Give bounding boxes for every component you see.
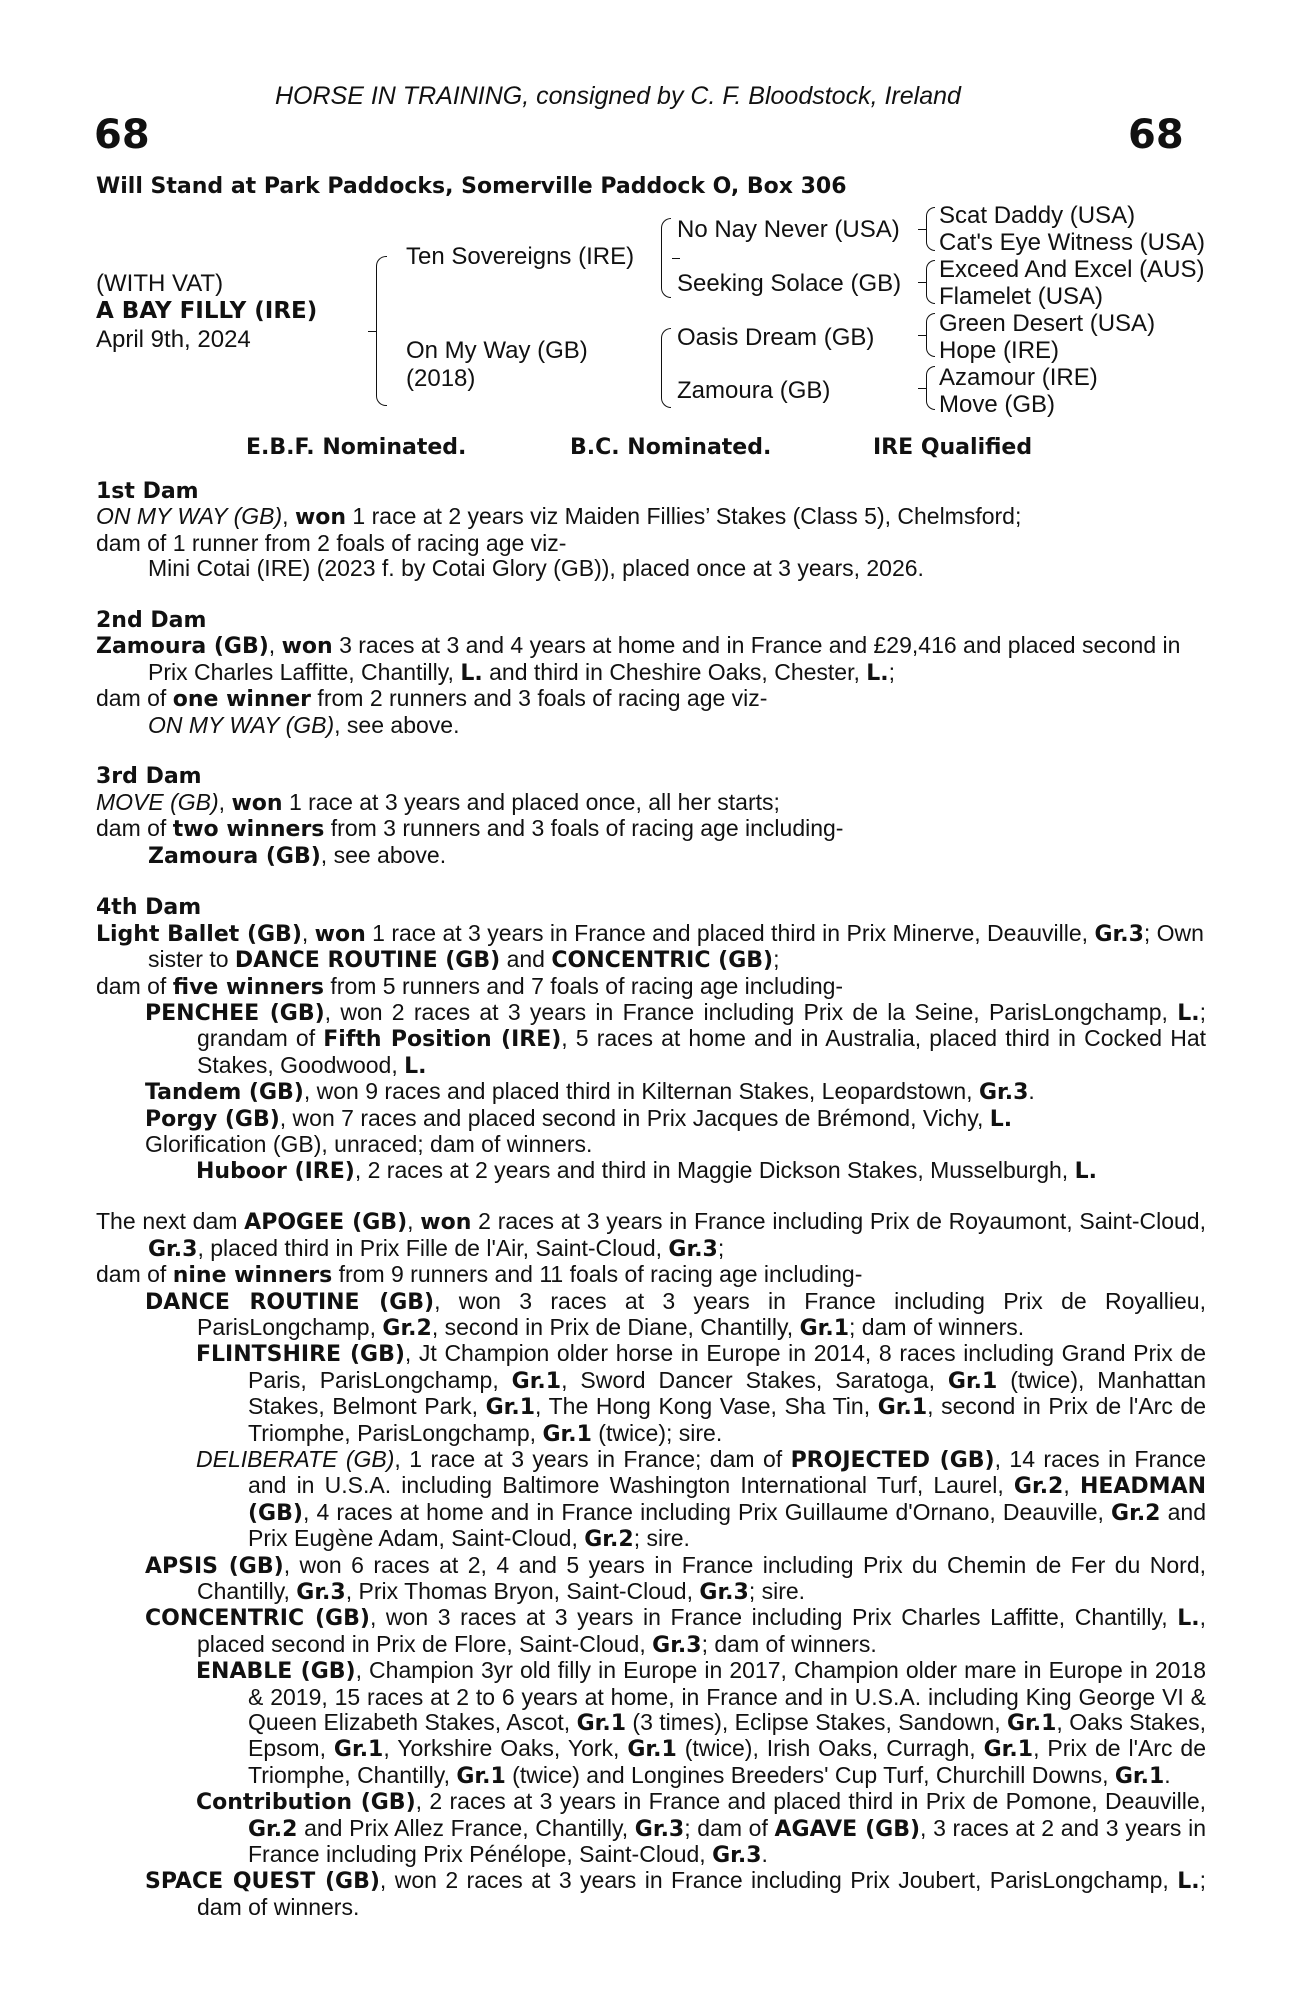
foaling-date: April 9th, 2024: [96, 326, 251, 353]
horse-name: A BAY FILLY (IRE): [96, 298, 318, 324]
dam3-produce-1: Zamoura (GB), see above.: [148, 841, 447, 869]
bc-nomination: B.C. Nominated.: [570, 435, 772, 460]
ire-qualified: IRE Qualified: [873, 435, 1033, 460]
pedigree-sire-sire: No Nay Never (USA): [677, 216, 900, 243]
pedigree-dsd: Hope (IRE): [939, 337, 1060, 364]
pedigree-bracket-dam: [661, 328, 671, 408]
pedigree-dam: On My Way (GB): [406, 337, 588, 364]
pedigree-sire-dam: Seeking Solace (GB): [677, 270, 902, 297]
pedigree-dss: Green Desert (USA): [939, 310, 1156, 337]
pedigree-sire: Ten Sovereigns (IRE): [406, 243, 635, 270]
dam4-record: Light Ballet (GB), won 1 race at 3 years in France and placed third in Prix Minerve, Deauville, Gr.3; Own sister to DANCE ROUTINE (GB) and CONCENTRIC (GB);: [96, 919, 1204, 974]
ebf-nomination: E.B.F. Nominated.: [246, 435, 467, 460]
dam3-record: MOVE (GB), won 1 race at 3 years and placed once, all her starts;: [96, 788, 780, 816]
vat-status: (WITH VAT): [96, 270, 224, 297]
pedigree-bracket-ss: [926, 207, 935, 251]
pedigree-dam-year: (2018): [406, 365, 476, 392]
produce-concentric: CONCENTRIC (GB), won 3 races at 3 years in France including Prix Charles Laffitte, Chantilly, L., placed second in Prix de Flore, Saint-Cloud, Gr.3; dam of winners.: [145, 1604, 1207, 1658]
pedigree-dam-dam: Zamoura (GB): [677, 377, 831, 404]
pedigree-sdd: Flamelet (USA): [939, 283, 1104, 310]
produce-deliberate: DELIBERATE (GB), 1 race at 3 years in France; dam of PROJECTED (GB), 14 races in France and in U.S.A. including Baltimore Washington International Turf, Laurel, Gr.2, HEADMAN (GB), 4 races at home and in France including Prix Guillaume d'Ornano, Deauville, Gr.2 and Prix Eugène Adam, Saint-Cloud, Gr.2; sire.: [196, 1445, 1207, 1553]
pedigree-sss: Scat Daddy (USA): [939, 202, 1136, 229]
dam4-produce-penchee: PENCHEE (GB), won 2 races at 3 years in France including Prix de la Seine, ParisLongchamp, L.; grandam of Fifth Position (IRE), 5 races at home and in Australia, placed third in Cocked Hat Stakes, Goodwood, L.: [145, 999, 1206, 1079]
next-dam-dam-of: dam of nine winners from 9 runners and 11 foals of racing age including-: [96, 1261, 863, 1289]
pedigree-sds: Exceed And Excel (AUS): [939, 256, 1205, 283]
produce-dance-routine: DANCE ROUTINE (GB), won 3 races at 3 years in France including Prix de Royallieu, ParisLongchamp, Gr.2, second in Prix de Diane, Chantilly, Gr.1; dam of winners.: [145, 1287, 1206, 1341]
dam1-produce-1: Mini Cotai (IRE) (2023 f. by Cotai Glory (GB)), placed once at 3 years, 2026.: [148, 555, 924, 582]
dam3-dam-of: dam of two winners from 3 runners and 3 foals of racing age including-: [96, 815, 844, 843]
pedigree-ssd: Cat's Eye Witness (USA): [939, 229, 1205, 256]
produce-enable: ENABLE (GB), Champion 3yr old filly in Europe in 2017, Champion older mare in Europe in 2018 & 2019, 15 races at 2 to 6 years at home, in France and in U.S.A. including King George VI & Queen Elizabeth Stakes, Ascot, Gr.1 (3 times), Eclipse Stakes, Sandown, Gr.1, Oaks Stakes, Epsom, Gr.1, Yorkshire Oaks, York, Gr.1 (twice), Irish Oaks, Curragh, Gr.1, Prix de l'Arc de Triomphe, Chantilly, Gr.1 (twice) and Longines Breeders' Cup Turf, Churchill Downs, Gr.1.: [196, 1657, 1206, 1789]
produce-contribution: Contribution (GB), 2 races at 3 years in France and placed third in Prix de Pomone, Deauville, Gr.2 and Prix Allez France, Chantilly, Gr.3; dam of AGAVE (GB), 3 races at 2 and 3 years in France including Prix Pénélope, Saint-Cloud, Gr.3.: [196, 1788, 1206, 1869]
dam4-produce-glorification: Glorification (GB), unraced; dam of winners.: [145, 1131, 593, 1158]
dam4-produce-porgy: Porgy (GB), won 7 races and placed second in Prix Jacques de Brémond, Vichy, L.: [145, 1104, 1013, 1132]
pedigree-bracket-dd: [926, 366, 935, 410]
lot-number-right: 68: [1128, 112, 1184, 158]
pedigree-bracket-main: [376, 256, 387, 406]
produce-flintshire: FLINTSHIRE (GB), Jt Champion older horse in Europe in 2014, 8 races including Grand Prix de Paris, ParisLongchamp, Gr.1, Sword Dancer Stakes, Saratoga, Gr.1 (twice), Manhattan Stakes, Belmont Park, Gr.1, The Hong Kong Vase, Sha Tin, Gr.1, second in Prix de l'Arc de Triomphe, ParisLongchamp, Gr.1 (twice); sire.: [196, 1340, 1207, 1447]
dam4-produce-tandem: Tandem (GB), won 9 races and placed third in Kilternan Stakes, Leopardstown, Gr.3.: [145, 1078, 1035, 1106]
dam4-dam-of: dam of five winners from 5 runners and 7 foals of racing age including-: [96, 972, 844, 1000]
pedigree-dds: Azamour (IRE): [939, 364, 1098, 391]
pedigree-ddd: Move (GB): [939, 391, 1056, 418]
dam2-record: Zamoura (GB), won 3 races at 3 and 4 years at home and in France and £29,416 and placed second in Prix Charles Laffitte, Chantilly, L. and third in Cheshire Oaks, Chester, L.;: [96, 632, 1181, 686]
dam2-produce-1: ON MY WAY (GB), see above.: [148, 711, 460, 738]
dam1-record: ON MY WAY (GB), won 1 race at 2 years viz Maiden Fillies’ Stakes (Class 5), Chelmsford;: [96, 503, 1022, 531]
next-dam-record: The next dam APOGEE (GB), won 2 races at 3 years in France including Prix de Royaumont, Saint-Cloud, Gr.3, placed third in Prix Fille de l'Air, Saint-Cloud, Gr.3;: [96, 1208, 1206, 1262]
produce-space-quest: SPACE QUEST (GB), won 2 races at 3 years in France including Prix Joubert, ParisLongchamp, L.; dam of winners.: [145, 1867, 1206, 1920]
stabling-location: Will Stand at Park Paddocks, Somerville Paddock O, Box 306: [96, 174, 847, 199]
dam1-heading: 1st Dam: [96, 479, 199, 504]
dam3-heading: 3rd Dam: [96, 764, 202, 790]
pedigree-bracket-sd: [926, 260, 935, 304]
pedigree-bracket-ds: [926, 313, 935, 357]
pedigree-bracket-sire: [661, 218, 671, 298]
lot-number-left: 68: [94, 112, 150, 158]
dam2-dam-of: dam of one winner from 2 runners and 3 foals of racing age viz-: [96, 685, 768, 713]
catalogue-header: HORSE IN TRAINING, consigned by C. F. Bloodstock, Ireland: [275, 82, 961, 110]
produce-apsis: APSIS (GB), won 6 races at 2, 4 and 5 years in France including Prix du Chemin de Fer du Nord, Chantilly, Gr.3, Prix Thomas Bryon, Saint-Cloud, Gr.3; sire.: [145, 1551, 1207, 1605]
dam2-heading: 2nd Dam: [96, 608, 207, 634]
dam1-dam-of: dam of 1 runner from 2 foals of racing age viz-: [96, 529, 567, 556]
produce-record: [96, 478, 1206, 1920]
pedigree-dam-sire: Oasis Dream (GB): [677, 324, 875, 351]
dam4-heading: 4th Dam: [96, 895, 202, 921]
dam4-produce-huboor: Huboor (IRE), 2 races at 2 years and third in Maggie Dickson Stakes, Musselburgh, L.: [196, 1156, 1097, 1184]
